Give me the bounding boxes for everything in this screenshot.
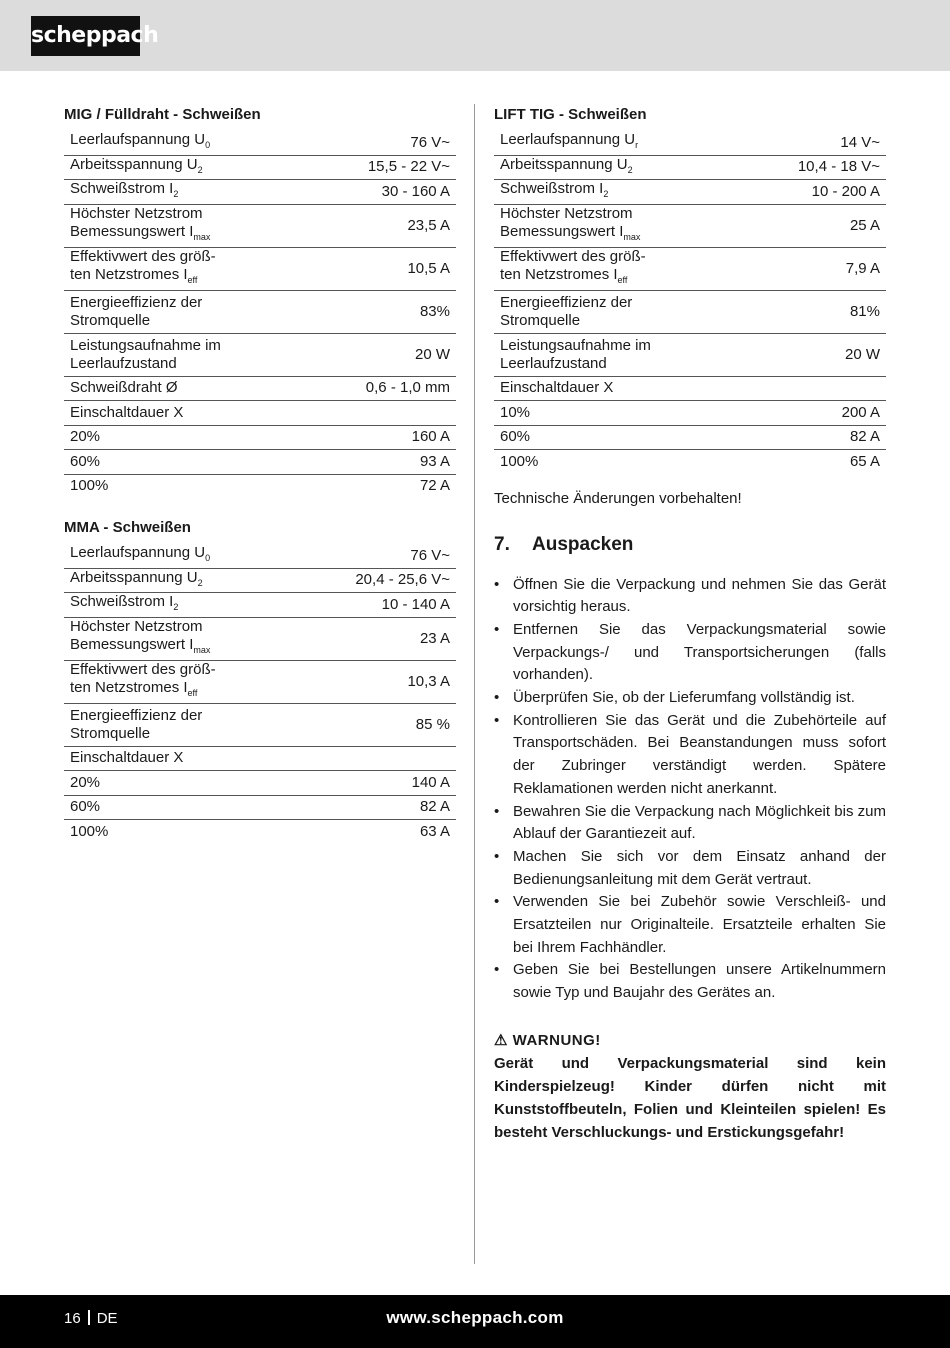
spec-subscript: 2 [603,189,609,200]
spec-label [494,131,742,155]
spec-subscript: 2 [173,189,179,200]
spec-label-line1: Effektivwert des größ- [70,661,216,678]
warning-block [494,1029,886,1144]
mma-spec-table [64,544,456,844]
spec-value: 7,9 A [742,247,886,290]
spec-row [494,425,886,450]
spec-label-text: Arbeitsspannung U [70,568,198,586]
list-item: • Kontrollieren Sie das Gerät und die Zubehörteile auf Transportschäden. Bei Beanstandungen muss sofort der Zubringer verständigt werden. Spätere Reklamationen werden nicht anerkannt. [494,710,886,801]
section-title: Auspacken [532,533,634,555]
spec-value: 10,5 A [310,247,456,290]
spec-subscript: 0 [205,140,211,151]
spec-label [64,131,310,155]
mma-section-title: MMA - Schweißen [64,519,191,536]
spec-label-text: Schweißstrom I [500,180,604,198]
website-url: www.scheppach.com [386,1308,564,1327]
spec-label-text: Einschaltdauer X [500,379,614,397]
spec-subscript: max [193,232,211,242]
spec-subscript: eff [187,275,198,285]
spec-value: 72 A [419,477,450,495]
spec-value: 76 V~ [298,544,456,568]
spec-row [64,795,456,820]
spec-subscript: eff [187,688,198,698]
spec-value: 10,4 - 18 V~ [742,155,886,180]
spec-row [64,544,456,568]
spec-subscript: 2 [197,577,203,588]
spec-label-text: 10% [500,403,531,421]
spec-label [494,247,742,290]
spec-label [494,204,742,247]
spec-value: 63 A [419,822,450,840]
spec-label-line1: Höchster Netzstrom [500,205,633,222]
right-column [494,104,886,1144]
spec-label [494,401,742,426]
language-code: DE [96,1310,118,1327]
spec-label-text: 60% [70,452,101,470]
spec-row [494,401,886,426]
spec-row [64,401,456,426]
mig-spec-table [64,131,456,498]
spec-label-text: Schweißstrom I [70,180,174,198]
spec-label-text: Leerlaufspannung U [500,131,636,149]
spec-label-line1: Energieeffizienz der [70,293,203,311]
spec-label [64,155,310,180]
spec-label-line2: Bemessungswert I [70,636,194,653]
spec-label-line2: ten Netzstromes I [500,266,618,283]
spec-label-line1: Energieeffizienz der [500,293,633,311]
spec-label [64,746,298,771]
spec-row [64,703,456,746]
spec-label-line1: Leistungsaufnahme im [500,336,651,354]
spec-value: 25 A [742,204,886,247]
warning-triangle-icon: ⚠ [494,1031,508,1049]
spec-subscript: eff [617,275,628,285]
spec-value: 20 W [310,333,456,376]
spec-value: 20 W [742,333,886,376]
list-item: • Bewahren Sie die Verpackung nach Möglichkeit bis zum Ablauf der Garantiezeit auf. [494,801,886,846]
spec-value: 14 V~ [742,131,886,155]
spec-value: 160 A [310,425,456,450]
spec-label-text: Einschaltdauer X [70,749,184,767]
spec-row [64,820,456,844]
spec-value [310,401,456,426]
spec-label-line1: Höchster Netzstrom [70,618,203,635]
spec-value [742,376,886,401]
spec-value: 83% [310,290,456,333]
spec-value: 85 % [298,703,456,746]
spec-subscript: 2 [173,602,179,613]
spec-label [494,425,742,450]
warning-text: Gerät und Verpackungsmaterial sind kein Kinderspielzeug! Kinder dürfen nicht mit Kunststoffbeuteln, Folien und Kleinteilen spielen! Es besteht Verschluckungs- und Erstickungsgefahr! [494,1054,886,1141]
spec-label-line2: Bemessungswert I [500,223,624,240]
spec-label-line1: Höchster Netzstrom [70,205,203,222]
spec-label-line2: ten Netzstromes I [70,266,188,283]
spec-row [64,204,456,247]
spec-value: 82 A [298,795,456,820]
spec-value [298,746,456,771]
spec-row [64,660,456,703]
spec-subscript: max [193,645,211,655]
spec-row [494,204,886,247]
page-number: 16 [64,1310,81,1327]
spec-label [64,660,298,703]
footer-bar [0,1295,950,1348]
spec-label-line1: Energieeffizienz der [70,706,203,724]
spec-value: 0,6 - 1,0 mm [310,376,456,401]
spec-label-line2: Stromquelle [500,311,581,329]
spec-label [494,155,742,180]
spec-subscript: r [635,140,639,151]
spec-row [64,155,456,180]
list-item: • Öffnen Sie die Verpackung und nehmen Sie das Gerät vorsichtig heraus. [494,574,886,619]
list-item: • Überprüfen Sie, ob der Lieferumfang vollständig ist. [494,687,886,710]
spec-label [64,401,310,426]
spec-row [64,376,456,401]
spec-label [64,376,310,401]
list-item: • Verwenden Sie bei Zubehör sowie Verschleiß- und Ersatzteilen nur Originalteile. Ersatzteile erhalten Sie bei Ihrem Fachhändler. [494,891,886,959]
unpack-heading [494,532,886,558]
spec-value: 200 A [742,401,886,426]
spec-row [64,333,456,376]
spec-value: 20,4 - 25,6 V~ [298,568,456,593]
column-divider [474,104,475,1264]
spec-label-text: 20% [70,428,101,446]
spec-value: 140 A [298,771,456,796]
spec-label [494,333,742,376]
spec-row [64,425,456,450]
spec-row [64,771,456,796]
spec-value: 23 A [298,617,456,660]
spec-row [494,333,886,376]
spec-subscript: 2 [627,164,633,175]
spec-label [64,544,298,568]
list-item: • Entfernen Sie das Verpackungsmaterial sowie Verpackungs-/ und Transportsicherungen (falls vorhanden). [494,619,886,687]
brand-logo: scheppach [31,16,140,56]
spec-row [494,450,886,474]
spec-value: 30 - 160 A [310,180,456,205]
spec-row [64,131,456,155]
spec-row [494,155,886,180]
spec-label-line2: Stromquelle [70,311,151,329]
spec-value: 10 - 140 A [298,593,456,618]
spec-value: 65 A [849,452,880,470]
list-item: • Geben Sie bei Bestellungen unsere Artikelnummern sowie Typ und Baujahr des Gerätes an. [494,959,886,1004]
spec-value: 15,5 - 22 V~ [310,155,456,180]
spec-label [64,180,310,205]
spec-label-text: 100% [70,822,109,840]
spec-row [64,290,456,333]
spec-subscript: max [623,232,641,242]
spec-label-line2: Bemessungswert I [70,223,194,240]
spec-row [494,376,886,401]
spec-label [64,425,310,450]
spec-label [64,568,298,593]
spec-label [64,450,310,475]
spec-label-text: Arbeitsspannung U [70,155,198,173]
spec-label-line1: Effektivwert des größ- [500,248,646,265]
tig-section-title: LIFT TIG - Schweißen [494,106,647,123]
spec-value: 10 - 200 A [742,180,886,205]
warning-heading: WARNUNG! [512,1031,601,1049]
spec-row [64,180,456,205]
spec-value: 23,5 A [310,204,456,247]
spec-label-text: 100% [500,452,539,470]
spec-label [64,703,298,746]
spec-label-text: Leerlaufspannung U [70,131,206,149]
spec-label [64,617,298,660]
header-bar [0,0,950,71]
mig-section-title: MIG / Fülldraht - Schweißen [64,106,261,123]
spec-row [64,746,456,771]
spec-label-line1: Effektivwert des größ- [70,248,216,265]
spec-value: 76 V~ [310,131,456,155]
spec-label-text: 60% [500,428,531,446]
spec-label [494,376,742,401]
section-number: 7. [494,533,510,555]
spec-label [64,247,310,290]
spec-label [64,593,298,618]
spec-label [64,820,298,844]
spec-row [64,247,456,290]
spec-label-line2: Leerlaufzustand [500,354,607,372]
spec-value: 10,3 A [298,660,456,703]
spec-row [64,568,456,593]
spec-label [64,290,310,333]
tig-spec-table [494,131,886,474]
spec-label-text: 60% [70,798,101,816]
spec-row [494,131,886,155]
spec-label-text: Arbeitsspannung U [500,155,628,173]
spec-label-text: Leerlaufspannung U [70,544,206,562]
spec-row [494,247,886,290]
spec-row [494,290,886,333]
spec-label [494,290,742,333]
spec-subscript: 0 [205,553,211,564]
spec-label [494,450,742,474]
spec-label [64,771,298,796]
spec-label-line2: Leerlaufzustand [70,354,177,372]
spec-value: 82 A [742,425,886,450]
changes-note: Technische Änderungen vorbehalten! [494,489,742,507]
spec-row [64,593,456,618]
spec-label-text: Schweißstrom I [70,593,174,611]
spec-label-line2: ten Netzstromes I [70,679,188,696]
spec-label-line1: Leistungsaufnahme im [70,336,221,354]
spec-label-line2: Stromquelle [70,724,151,742]
left-column [64,104,456,844]
spec-value: 93 A [310,450,456,475]
spec-label-text: Schweißdraht Ø [70,379,178,397]
unpack-list [494,574,886,1005]
spec-label-text: 100% [70,477,109,495]
spec-row [64,617,456,660]
spec-row [494,180,886,205]
spec-label [64,204,310,247]
spec-label-text: Einschaltdauer X [70,403,184,421]
spec-value: 81% [742,290,886,333]
spec-row [64,474,456,498]
spec-label [494,180,742,205]
spec-row [64,450,456,475]
spec-label [64,795,298,820]
spec-label-text: 20% [70,773,101,791]
list-item: • Machen Sie sich vor dem Einsatz anhand der Bedienungsanleitung mit dem Gerät vertraut. [494,846,886,891]
spec-label [64,333,310,376]
spec-subscript: 2 [197,164,203,175]
spec-label [64,474,310,498]
